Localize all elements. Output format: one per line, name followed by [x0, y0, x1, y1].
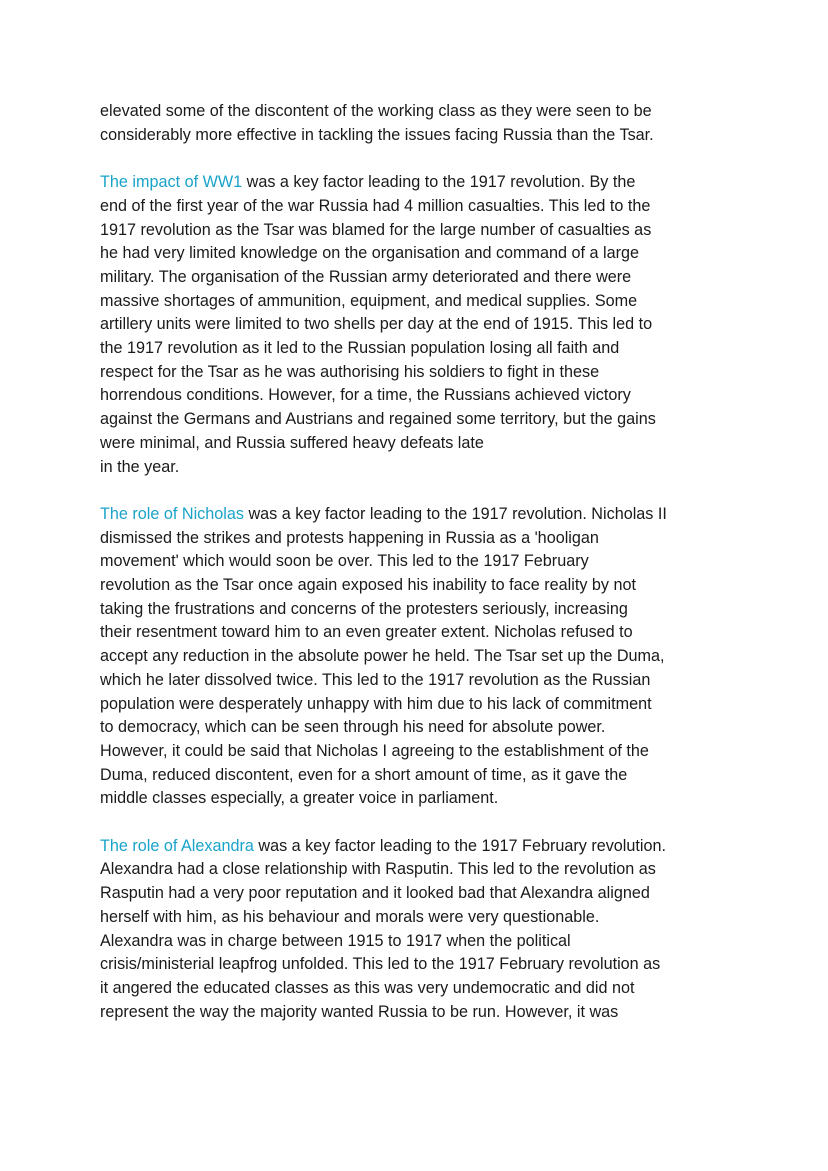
text-line: Rasputin had a very poor reputation and it looked bad that Alexandra aligned	[100, 884, 650, 903]
paragraph-alexandra	[100, 835, 740, 1025]
text-line: it angered the educated classes as this was very undemocratic and did not	[100, 978, 635, 997]
text-line: artillery units were limited to two shells per day at the end of 1915. This led to	[100, 315, 653, 334]
text-line: end of the first year of the war Russia had 4 million casualties. This led to the	[100, 196, 651, 215]
paragraph-intro	[100, 100, 740, 147]
text-line: accept any reduction in the absolute power he held. The Tsar set up the Duma,	[100, 647, 665, 666]
text-line: crisis/ministerial leapfrog unfolded. This led to the 1917 February revolution as	[100, 955, 661, 974]
section-heading-nicholas: The role of Nicholas	[100, 504, 244, 523]
text-line: However, it could be said that Nicholas I agreeing to the establishment of the	[100, 741, 649, 760]
text-line: he had very limited knowledge on the organisation and command of a large	[100, 244, 640, 263]
text-line: Duma, reduced discontent, even for a short amount of time, as it gave the	[100, 765, 628, 784]
text-line: revolution as the Tsar once again exposed his inability to face reality by not	[100, 576, 637, 595]
text-line: military. The organisation of the Russian army deteriorated and there were	[100, 267, 632, 286]
text-line-continuation: was a key factor leading to the 1917 February revolution.	[253, 836, 667, 855]
text-line: Alexandra was in charge between 1915 to 1917 when the political	[100, 931, 571, 950]
text-line	[100, 835, 740, 859]
section-heading-ww1: The impact of WW1	[100, 173, 243, 192]
text-line: elevated some of the discontent of the working class as they were seen to be	[100, 102, 652, 120]
section-heading-alexandra: The role of Alexandra	[100, 836, 254, 855]
text-line: 1917 revolution as the Tsar was blamed for the large number of casualties as	[100, 220, 652, 239]
text-line-continuation: was a key factor leading to the 1917 revolution. Nicholas II	[243, 504, 667, 523]
text-line: middle classes especially, a greater voice in parliament.	[100, 789, 499, 808]
document-page	[100, 100, 740, 1048]
text-line	[100, 171, 740, 195]
text-line: herself with him, as his behaviour and morals were very questionable.	[100, 907, 600, 926]
text-line: their resentment toward him to an even greater extent. Nicholas refused to	[100, 623, 633, 642]
text-line: taking the frustrations and concerns of the protesters seriously, increasing	[100, 599, 628, 618]
paragraph-ww1	[100, 171, 740, 479]
text-line: dismissed the strikes and protests happening in Russia as a 'hooligan	[100, 528, 599, 547]
text-line: were minimal, and Russia suffered heavy defeats late	[100, 433, 484, 452]
text-line: respect for the Tsar as he was authorising his soldiers to fight in these	[100, 362, 600, 381]
text-line: massive shortages of ammunition, equipment, and medical supplies. Some	[100, 291, 638, 310]
text-line-continuation: was a key factor leading to the 1917 revolution. By the	[242, 173, 636, 192]
text-line: considerably more effective in tackling the issues facing Russia than the Tsar.	[100, 125, 654, 144]
paragraph-nicholas	[100, 503, 740, 811]
text-line: movement' which would soon be over. This led to the 1917 February	[100, 552, 589, 571]
text-line: represent the way the majority wanted Russia to be run. However, it was	[100, 1002, 619, 1021]
text-line	[100, 503, 740, 527]
text-line: which he later dissolved twice. This led to the 1917 revolution as the Russian	[100, 670, 651, 689]
text-line: horrendous conditions. However, for a time, the Russians achieved victory	[100, 386, 631, 405]
text-line: Alexandra had a close relationship with Rasputin. This led to the revolution as	[100, 860, 656, 879]
text-line: against the Germans and Austrians and regained some territory, but the gains	[100, 410, 656, 429]
text-line: to democracy, which can be seen through his need for absolute power.	[100, 718, 606, 737]
text-line: population were desperately unhappy with him due to his lack of commitment	[100, 694, 652, 713]
text-line: in the year.	[100, 457, 180, 476]
text-line: the 1917 revolution as it led to the Russian population losing all faith and	[100, 339, 620, 358]
